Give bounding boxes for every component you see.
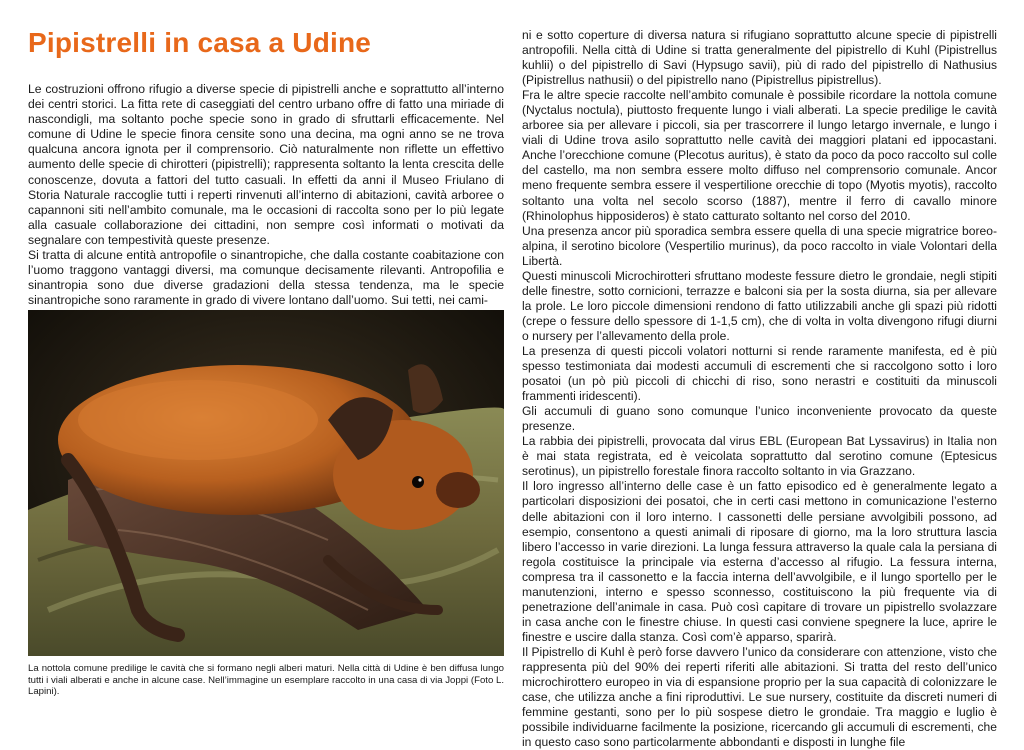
noctule-bat-image — [28, 310, 504, 656]
article-title: Pipistrelli in casa a Udine — [28, 27, 372, 58]
paragraph: Una presenza ancor più sporadica sembra essere quella di una specie migratrice boreo-alpina, il serotino bicolore (Vespertilio murinus), da poco raccolto in viale Volontari della Libertà. — [522, 223, 997, 268]
paragraph: ni e sotto coperture di diversa natura si rifugiano soprattutto alcune specie di pipistrelli antropofili. Nella città di Udine si tratta generalmente del pipistrello di Kuhl (Pipistrellus kuhlii) o del pipistrello di Savi (Hypsugo savii), più di rado del pipistrello di Nathusius (Pipistrellus nathusii) o del pipistrello nano (Pipistrellus pipistrellus). — [522, 28, 997, 88]
photo-caption: La nottola comune predilige le cavità che si formano negli alberi maturi. Nella città di Udine è ben diffusa lungo tutti i viali alberati e anche in alcune case. Nell’immagine un esemplare raccolto in una casa di via Joppi (Foto L. Lapini). — [28, 663, 504, 698]
paragraph: Questi minuscoli Microchirotteri sfruttano modeste fessure dietro le grondaie, negli stipiti delle finestre, sotto cornicioni, terrazze e balconi sia per la sosta diurna, sia per allevare la prole. Le loro piccole dimensioni rendono di fatto utilizzabili anche gli spazi più ridotti (crepe o fessure dello spessore di 1-1,5 cm), che di volta in volta divengono rifugi diurni o nursery per l’allevamento della prole. — [522, 268, 997, 343]
paragraph: Il loro ingresso all’interno delle case è un fatto episodico ed è generalmente legato a particolari disposizioni dei posatoi, che in certi casi mettono in comunicazione l’esterno delle abitazioni con il loro interno. I cassonetti delle persiane avvolgibili possono, ad esempio, consentono a questi animali di riposare di giorno, ma la loro struttura lascia libero l’accesso in varie direzioni. La lunga fessura attraverso la quale cala la persiana di regola costituisce la principale via esterna d’accesso al rifugio. La fessura interna, compresa tra il cassonetto e la faccia interna dell’avvolgibile, e il lungo sportello per le manutenzioni, interno e spesso sconnesso, costituiscono la più frequente via di penetrazione dell’animale in casa. Può così capitare di trovare un pipistrello svolazzare in casa anche con le finestre chiuse. In questi casi conviene spegnere la luce, aprire le finestre e uscire dalla stanza. Così com’è apparso, sparirà. — [522, 479, 997, 644]
right-column — [522, 28, 997, 750]
paragraph: Gli accumuli di guano sono comunque l’unico inconveniente provocato da queste presenze. — [522, 404, 997, 434]
bat-photo — [28, 310, 504, 656]
paragraph: Il Pipistrello di Kuhl è però forse davvero l’unico da considerare con attenzione, visto che rappresenta più del 90% dei reperti riferiti alle abitazioni. Si tratta del resto dell’unico microchirottero europeo in via di espansione proprio per la sua capacità di colonizzare le case, che utilizza anche a fini riproduttivi. Le sue nursery, costituite da discreti numeri di femmine gestanti, sono per lo più sospese dietro le grondaie. Tra maggio e luglio è possibile individuarne facilmente la posizione, ricercando gli accumuli di escrementi, che in questo caso sono particolarmente abbondanti e disposti in lunghe file — [522, 644, 997, 750]
paragraph: Si tratta di alcune entità antropofile o sinantropiche, che dalla costante coabitazione con l’uomo traggono vantaggi diversi, ma comunque decisamente rilevanti. Antropofilia e sinantropia sono due diverse gradazioni della stessa tendenza, ma le specie sinantropiche sono raramente in grado di vivere lontano dall’uomo. Sui tetti, nei cami- — [28, 248, 504, 308]
paragraph: La presenza di questi piccoli volatori notturni si rende raramente manifesta, ed è più spesso testimoniata dai modesti accumuli di escrementi che si raccolgono sotto i loro posatoi (un pò più piccoli di chicchi di riso, sono nerastri e costituiti da minuscoli frammenti iridescenti). — [522, 343, 997, 404]
paragraph: Fra le altre specie raccolte nell’ambito comunale è possibile ricordare la nottola comune (Nyctalus noctula), piuttosto frequente lungo i viali alberati. La specie predilige le cavità arboree sia per allevare i piccoli, sia per trascorrere il lungo letargo invernale, e lungo i viali di Udine trova asilo soprattutto nelle cavità dei maggiori platani ed ippocastani. Anche l’orecchione comune (Plecotus auritus), è stato da poco da poco raccolto sul colle del castello, ma non sembra essere molto diffuso nel comprensorio comunale. Ancor meno frequente sembra essere il vespertilione orecchie di topo (Myotis myotis), raccolto soltanto una volta nel secolo scorso (1887), mentre il ferro di cavallo minore (Rhinolophus hipposideros) è stato catturato soltanto nel corso del 2010. — [522, 88, 997, 223]
paragraph: La rabbia dei pipistrelli, provocata dal virus EBL (European Bat Lyssavirus) in Italia non è mai stata registrata, ed è veicolata soprattutto dal serotino comune (Eptesicus serotinus), un pipistrello forestale finora raccolto soltanto in via Grazzano. — [522, 434, 997, 479]
paragraph: Le costruzioni offrono rifugio a diverse specie di pipistrelli anche e soprattutto all’interno dei centri storici. La fitta rete di caseggiati del centro urbano offre di fatto una miriade di nascondigli, ma soltanto poche specie sono in grado di sfruttarli efficacemente. Nel comune di Udine le specie finora censite sono una decina, ma ogni anno se ne trova qualcuna ancora ignota per il comprensorio. Ciò naturalmente non riflette un effettivo aumento delle specie di chirotteri (pipistrelli); rappresenta soltanto la lenta crescita delle conoscenze, dovuta a fattori del tutto casuali. In effetti da anni il Museo Friulano di Storia Naturale raccoglie tutti i reperti rinvenuti all’interno di abitazioni, cavità arboree o capannoni siti nell’ambito comunale, ma le occasioni di raccolta sono per lo più legate alla casuale collaborazione dei cittadini, non sempre così informati o motivati da segnalare con tempestività queste presenze. — [28, 82, 504, 247]
left-column — [28, 26, 504, 308]
